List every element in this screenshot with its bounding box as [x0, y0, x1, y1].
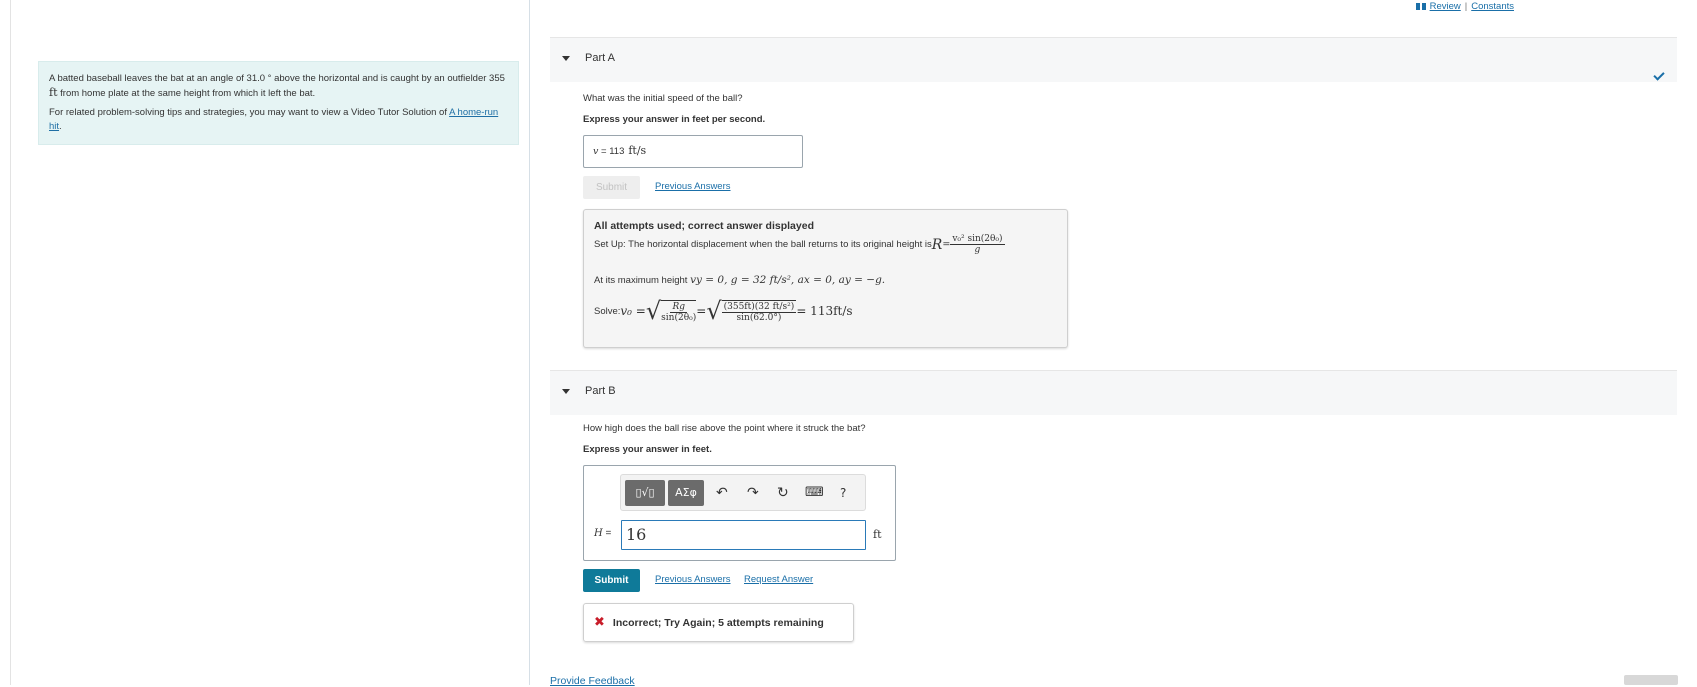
setup-text: Set Up: The horizontal displacement when the ball returns to its original height is — [594, 239, 932, 250]
part-b-header[interactable] — [550, 370, 1677, 415]
setup-r: R — [931, 236, 943, 253]
max-height-math: vy = 0, g = 32 ft/s², ax = 0, ay = −g. — [690, 274, 886, 286]
solve-result: = 113ft/s — [796, 304, 853, 318]
math-toolbar — [620, 474, 866, 511]
part-a-label: Part A — [585, 52, 615, 64]
solve-lhs: v₀ = — [620, 304, 646, 318]
radical-icon: √ — [645, 297, 662, 325]
part-a-instruction: Express your answer in feet per second. — [583, 114, 766, 125]
solve-fraction-1 — [661, 302, 696, 323]
part-a-submit-button: Submit — [583, 176, 640, 199]
part-b-answer-editor — [583, 465, 896, 561]
collapse-caret-icon[interactable] — [562, 56, 570, 61]
solve-text: Solve: — [594, 305, 621, 317]
part-a-header[interactable] — [550, 37, 1677, 82]
error-x-icon: ✖ — [594, 615, 605, 630]
answer-equals: = — [602, 528, 612, 539]
height-input[interactable]: 16 — [621, 520, 866, 550]
solve-fraction-2 — [722, 302, 797, 323]
review-link[interactable]: Review — [1429, 1, 1461, 12]
max-height-text: At its maximum height — [594, 275, 691, 286]
symbols-icon[interactable]: AΣφ — [668, 480, 704, 506]
link-separator: | — [1464, 1, 1468, 12]
help-icon[interactable]: ? — [840, 486, 847, 500]
solve-row — [594, 299, 853, 323]
tip-text: For related problem-solving tips and strategies, you may want to view a Video Tutor Solution of — [49, 107, 450, 118]
problem-statement — [38, 61, 519, 145]
setup-num: v₀² sin(2θ₀) — [952, 234, 1003, 244]
answer-value: 113 — [609, 146, 625, 157]
left-border — [10, 0, 11, 685]
redo-icon[interactable]: ↷ — [747, 485, 759, 501]
column-divider — [529, 0, 530, 685]
problem-text-a: A batted baseball leaves the bat at an angle of 31.0 ° above the horizontal and is caught by an outfielder 355 — [49, 73, 505, 84]
solve-num-2: (355ft)(32 ft/s²) — [723, 301, 795, 312]
part-b-instruction: Express your answer in feet. — [583, 444, 712, 455]
constants-link[interactable]: Constants — [1471, 1, 1514, 12]
feedback-title: All attempts used; correct answer displayed — [594, 220, 814, 232]
solve-den-2: sin(62.0°) — [736, 312, 782, 323]
part-a-feedback-panel — [583, 209, 1068, 348]
answer-variable: v — [593, 146, 599, 157]
part-b-question: How high does the ball rise above the point where it struck the bat? — [583, 423, 866, 434]
part-a-question: What was the initial speed of the ball? — [583, 93, 743, 104]
provide-feedback-link[interactable]: Provide Feedback — [550, 675, 635, 687]
templates-icon[interactable]: ▯√▯ — [625, 480, 665, 506]
incorrect-feedback — [583, 603, 854, 642]
setup-eq: = — [942, 239, 951, 250]
setup-fraction — [950, 234, 1004, 255]
video-tutor-link[interactable]: A home-run hit — [49, 107, 499, 132]
problem-text-b: from home plate at the same height from which it left the bat. — [57, 88, 316, 99]
part-b-submit-button[interactable]: Submit — [583, 569, 640, 592]
next-button[interactable] — [1624, 675, 1678, 685]
sqrt-1 — [646, 299, 696, 323]
solve-num-1: Rg — [672, 301, 685, 312]
part-a-answer-field — [583, 135, 803, 168]
keyboard-icon[interactable]: ⌨ — [805, 485, 824, 500]
setup-row — [594, 234, 1005, 255]
answer-equals: = — [598, 146, 610, 157]
solve-eq-2: = — [696, 304, 707, 318]
request-answer-link[interactable]: Request Answer — [744, 574, 814, 585]
problem-tip — [49, 106, 508, 134]
part-b-previous-answers-link[interactable]: Previous Answers — [655, 574, 731, 585]
sqrt-2 — [706, 299, 796, 323]
problem-text — [49, 72, 508, 101]
tip-end: . — [59, 121, 62, 132]
incorrect-text: Incorrect; Try Again; 5 attempts remaining — [612, 617, 824, 629]
answer-unit: ft/s — [628, 144, 647, 157]
answer-variable: H — [594, 528, 603, 539]
setup-den: g — [974, 245, 981, 255]
top-links — [1416, 1, 1514, 12]
part-b-label: Part B — [585, 385, 616, 397]
book-icon — [1416, 3, 1426, 10]
solve-den-1: sin(2θ₀) — [661, 312, 697, 323]
answer-label — [594, 528, 611, 539]
part-a-previous-answers-link[interactable]: Previous Answers — [655, 181, 731, 192]
undo-icon[interactable]: ↶ — [716, 485, 728, 501]
max-height-row — [594, 274, 885, 286]
reset-icon[interactable]: ↻ — [777, 485, 789, 501]
answer-unit: ft — [873, 528, 882, 541]
radical-icon: √ — [706, 297, 722, 325]
problem-unit: ft — [49, 86, 58, 99]
collapse-caret-icon[interactable] — [562, 389, 570, 394]
